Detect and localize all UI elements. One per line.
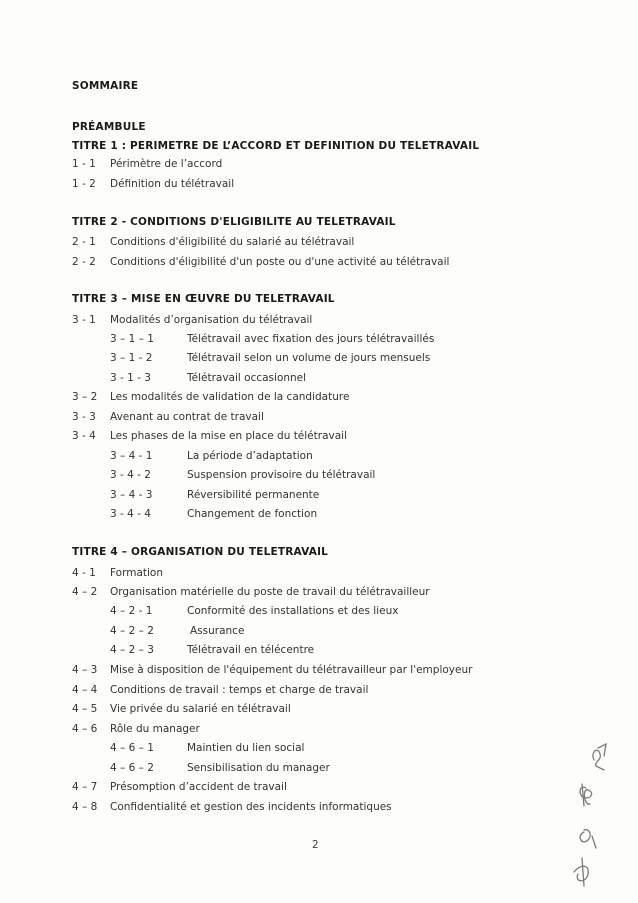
toc-entry-number: 4 – 2 – 3 [110,644,154,656]
toc-entry-number: 4 – 6 – 2 [110,762,154,774]
toc-entry-number: 4 – 4 [72,684,98,696]
page-number: 2 [312,839,319,851]
toc-entry-number: 1 - 1 [72,158,96,170]
toc-entry-label: Télétravail avec fixation des jours télétravaillés [187,333,435,345]
toc-entry-label: Sensibilisation du manager [187,762,330,774]
toc-entry-label: Avenant au contrat de travail [110,411,264,423]
toc-entry-number: 4 – 6 [72,723,98,735]
toc-entry-number: 4 – 5 [72,703,98,715]
toc-entry-label: Changement de fonction [187,508,318,520]
toc-entry-number: 4 – 6 – 1 [110,742,154,754]
sommaire-heading: SOMMAIRE [72,80,139,92]
toc-entry-label: Vie privée du salarié en télétravail [110,703,291,715]
toc-entry-label: Conditions de travail : temps et charge de travail [110,684,369,696]
toc-entry-number: 4 – 2 – 2 [110,625,154,637]
toc-entry-number: 3 – 4 - 3 [110,489,153,501]
toc-entry-label: Conformité des installations et des lieux [187,605,399,617]
toc-entry-label: Réversibilité permanente [187,489,320,501]
toc-entry-number: 4 – 3 [72,664,98,676]
toc-entry-label: Maintien du lien social [187,742,305,754]
toc-entry-label: Suspension provisoire du télétravail [187,469,376,481]
toc-entry-label: Conditions d'éligibilité du salarié au télétravail [110,236,355,248]
toc-entry-label: Périmètre de l’accord [110,158,223,170]
toc-entry-number: 2 - 1 [72,236,96,248]
toc-entry-label: Télétravail en télécentre [187,644,315,656]
toc-entry-label: Formation [110,567,163,579]
titre3-heading: TITRE 3 – MISE EN ŒUVRE DU TELETRAVAIL [72,293,335,305]
toc-entry-label: Présomption d’accident de travail [110,781,287,793]
toc-entry-label: Confidentialité et gestion des incidents informatiques [110,801,392,813]
toc-entry-number: 2 - 2 [72,256,96,268]
toc-entry-number: 4 – 2 - 1 [110,605,153,617]
toc-entry-label: Organisation matérielle du poste de travail du télétravailleur [110,586,430,598]
toc-entry-number: 4 – 8 [72,801,98,813]
toc-entry-number: 3 – 1 – 1 [110,333,154,345]
toc-entry-number: 3 - 4 - 2 [110,469,151,481]
toc-entry-label: Télétravail occasionnel [187,372,307,384]
toc-entry-label: Assurance [190,625,245,637]
toc-entry-label: Les phases de la mise en place du télétravail [110,430,347,442]
titre2-heading: TITRE 2 - CONDITIONS D'ELIGIBILITE AU TELETRAVAIL [72,216,396,228]
toc-entry-number: 3 - 4 [72,430,96,442]
toc-entry-label: La période d’adaptation [187,450,313,462]
toc-entry-label: Modalités d’organisation du télétravail [110,314,313,326]
handwritten-initials [560,740,620,890]
preambule-heading: PRÉAMBULE [72,121,146,133]
toc-entry-label: Télétravail selon un volume de jours mensuels [187,352,431,364]
toc-entry-number: 3 - 1 [72,314,96,326]
toc-entry-label: Conditions d'éligibilité d'un poste ou d'une activité au télétravail [110,256,450,268]
toc-entry-number: 3 - 1 - 3 [110,372,151,384]
toc-entry-number: 4 - 1 [72,567,96,579]
toc-entry-label: Rôle du manager [110,723,200,735]
toc-entry-label: Définition du télétravail [110,178,235,190]
toc-entry-number: 4 – 7 [72,781,98,793]
toc-entry-number: 3 – 2 [72,391,98,403]
toc-entry-number: 3 - 4 - 4 [110,508,151,520]
toc-entry-number: 3 - 3 [72,411,96,423]
toc-entry-number: 3 – 1 - 2 [110,352,153,364]
toc-entry-number: 1 - 2 [72,178,96,190]
titre4-heading: TITRE 4 – ORGANISATION DU TELETRAVAIL [72,546,329,558]
toc-entry-label: Les modalités de validation de la candidature [110,391,350,403]
titre1-heading: TITRE 1 : PERIMETRE DE L’ACCORD ET DEFINITION DU TELETRAVAIL [72,140,480,152]
toc-entry-number: 3 – 4 - 1 [110,450,153,462]
toc-entry-number: 4 – 2 [72,586,98,598]
toc-entry-label: Mise à disposition de l'équipement du télétravailleur par l'employeur [110,664,473,676]
